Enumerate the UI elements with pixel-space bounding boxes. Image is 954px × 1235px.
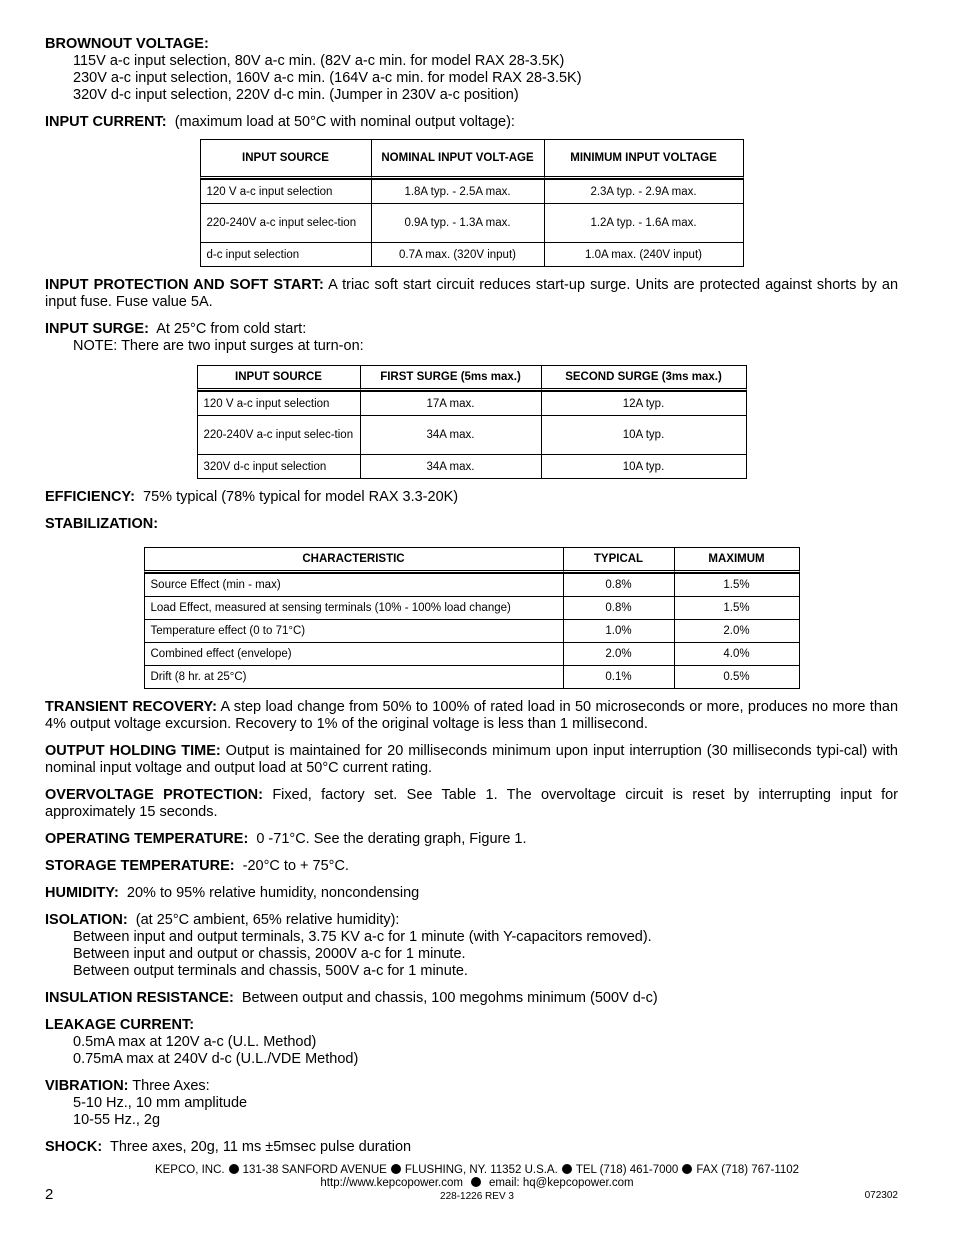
footer-doc-number: 228-1226 REV 3 <box>440 1191 514 1202</box>
table-row <box>200 203 744 242</box>
insulation-text: Between output and chassis, 100 megohms minimum (500V d-c) <box>241 990 658 1006</box>
table-header: INPUT SOURCE <box>200 139 371 179</box>
table-row <box>200 179 744 203</box>
input-surge-label: INPUT SURGE: <box>45 321 149 337</box>
brownout-line: 115V a-c input selection, 80V a-c min. (82V a-c min. for model RAX 28-3.5K) <box>73 53 565 69</box>
table-cell: 2.3A typ. - 2.9A max. <box>544 179 744 203</box>
humidity-text: 20% to 95% relative humidity, noncondensing <box>126 885 420 901</box>
table-row <box>144 573 800 596</box>
table-cell: 4.0% <box>674 642 800 665</box>
table-cell: 220-240V a-c input selec-tion <box>197 415 360 454</box>
table-cell: Temperature effect (0 to 71°C) <box>144 619 563 642</box>
table-row <box>200 242 744 267</box>
input-surge-note: NOTE: There are two input surges at turn-on: <box>73 338 364 354</box>
transient-label: TRANSIENT RECOVERY: <box>45 699 217 715</box>
table-row <box>144 642 800 665</box>
holding-label: OUTPUT HOLDING TIME: <box>45 743 221 759</box>
footer-date-code: 072302 <box>864 1190 898 1201</box>
table-cell: Drift (8 hr. at 25°C) <box>144 665 563 689</box>
bullet-icon <box>682 1164 692 1174</box>
footer-email-link[interactable]: email: hq@kepcopower.com <box>488 1177 634 1189</box>
input-current-label: INPUT CURRENT: <box>45 114 167 130</box>
table-row <box>144 665 800 689</box>
brownout-section <box>45 36 898 104</box>
table-row <box>144 619 800 642</box>
brownout-label: BROWNOUT VOLTAGE: <box>45 36 209 52</box>
isolation-section <box>45 912 898 980</box>
table-cell: 0.1% <box>563 665 674 689</box>
table-cell: 0.8% <box>563 573 674 596</box>
table-header: CHARACTERISTIC <box>144 547 563 573</box>
isolation-line: Between output terminals and chassis, 500V a-c for 1 minute. <box>73 963 468 979</box>
efficiency-section <box>45 489 898 506</box>
table-cell: Load Effect, measured at sensing terminals (10% - 100% load change) <box>144 596 563 619</box>
table-cell: 2.0% <box>563 642 674 665</box>
operating-temp-label: OPERATING TEMPERATURE: <box>45 831 249 847</box>
table-header: MINIMUM INPUT VOLTAGE <box>544 139 744 179</box>
table-cell: 2.0% <box>674 619 800 642</box>
bullet-icon <box>229 1164 239 1174</box>
transient-text: A step load change from 50% to 100% of rated load in 50 microseconds or more, produces no more than 4% output voltage excursion. Recovery to 1% of the original voltage is less than 1 millisecond. <box>45 699 899 732</box>
input-surge-table <box>197 365 747 479</box>
table-cell: 0.9A typ. - 1.3A max. <box>371 203 544 242</box>
holding-section <box>45 743 898 777</box>
input-surge-section <box>45 321 898 355</box>
insulation-label: INSULATION RESISTANCE: <box>45 990 234 1006</box>
footer-address: 131-38 SANFORD AVENUE <box>242 1164 387 1176</box>
stabilization-section <box>45 516 898 533</box>
input-surge-text: At 25°C from cold start: <box>156 321 307 337</box>
input-current-section <box>45 114 898 131</box>
table-cell: 17A max. <box>360 391 541 415</box>
operating-temp-text: 0 -71°C. See the derating graph, Figure 1. <box>256 831 527 847</box>
table-cell: 1.0% <box>563 619 674 642</box>
footer-website-link[interactable]: http://www.kepcopower.com <box>320 1177 463 1189</box>
isolation-label: ISOLATION: <box>45 912 128 928</box>
shock-section <box>45 1139 898 1156</box>
table-row <box>197 415 747 454</box>
table-cell: 34A max. <box>360 454 541 479</box>
footer-city: FLUSHING, NY. 11352 U.S.A. <box>404 1164 558 1176</box>
leakage-line: 0.5mA max at 120V a-c (U.L. Method) <box>73 1034 317 1050</box>
overvoltage-text: Fixed, factory set. See Table 1. The overvoltage circuit is reset by interrupting input for approximately 15 seconds. <box>45 787 899 820</box>
storage-temp-section <box>45 858 898 875</box>
table-header: MAXIMUM <box>674 547 800 573</box>
table-cell: 120 V a-c input selection <box>200 179 371 203</box>
bullet-icon <box>471 1177 481 1187</box>
efficiency-text: 75% typical (78% typical for model RAX 3.3-20K) <box>143 489 459 505</box>
table-header: TYPICAL <box>563 547 674 573</box>
transient-section <box>45 699 898 733</box>
table-cell: d-c input selection <box>200 242 371 267</box>
shock-label: SHOCK: <box>45 1139 103 1155</box>
table-cell: 1.5% <box>674 573 800 596</box>
page-number: 2 <box>45 1186 54 1203</box>
input-protection-label: INPUT PROTECTION AND SOFT START: <box>45 277 324 293</box>
table-cell: 10A typ. <box>541 454 747 479</box>
holding-text: Output is maintained for 20 milliseconds minimum upon input interruption (30 milliseconds typi-cal) with nominal input voltage and output load at 50°C current rating. <box>45 743 898 776</box>
table-cell: 0.7A max. (320V input) <box>371 242 544 267</box>
input-current-text: (maximum load at 50°C with nominal output voltage): <box>174 114 515 130</box>
brownout-line: 320V d-c input selection, 220V d-c min. (Jumper in 230V a-c position) <box>73 87 519 103</box>
table-row <box>144 596 800 619</box>
isolation-line: Between input and output or chassis, 2000V a-c for 1 minute. <box>73 946 466 962</box>
isolation-line: Between input and output terminals, 3.75 KV a-c for 1 minute (with Y-capacitors removed). <box>73 929 652 945</box>
table-header: FIRST SURGE (5ms max.) <box>360 365 541 391</box>
overvoltage-label: OVERVOLTAGE PROTECTION: <box>45 787 263 803</box>
footer-tel: TEL (718) 461-7000 <box>575 1164 679 1176</box>
stabilization-label: STABILIZATION: <box>45 516 159 532</box>
vibration-text: Three Axes: <box>132 1078 210 1094</box>
table-header-row <box>197 365 747 391</box>
leakage-label: LEAKAGE CURRENT: <box>45 1017 195 1033</box>
table-header-row <box>144 547 800 573</box>
input-current-table <box>200 139 744 267</box>
vibration-line: 10-55 Hz., 2g <box>73 1112 161 1128</box>
footer-web-line <box>0 1177 954 1190</box>
table-cell: 120 V a-c input selection <box>197 391 360 415</box>
table-cell: Combined effect (envelope) <box>144 642 563 665</box>
footer-address-line <box>0 1164 954 1177</box>
table-row <box>197 454 747 479</box>
vibration-line: 5-10 Hz., 10 mm amplitude <box>73 1095 248 1111</box>
efficiency-label: EFFICIENCY: <box>45 489 135 505</box>
table-header: SECOND SURGE (3ms max.) <box>541 365 747 391</box>
table-cell: 320V d-c input selection <box>197 454 360 479</box>
table-header-row <box>200 139 744 179</box>
table-cell: 1.2A typ. - 1.6A max. <box>544 203 744 242</box>
leakage-line: 0.75mA max at 240V d-c (U.L./VDE Method) <box>73 1051 359 1067</box>
bullet-icon <box>391 1164 401 1174</box>
vibration-section <box>45 1078 898 1129</box>
shock-text: Three axes, 20g, 11 ms ±5msec pulse duration <box>110 1139 412 1155</box>
table-row <box>197 391 747 415</box>
table-cell: 34A max. <box>360 415 541 454</box>
table-cell: 12A typ. <box>541 391 747 415</box>
input-protection-section <box>45 277 898 311</box>
footer-fax: FAX (718) 767-1102 <box>696 1164 800 1176</box>
input-protection-text: A triac soft start circuit reduces start-up surge. Units are protected against shorts by an input fuse. Fuse value 5A. <box>45 277 899 310</box>
brownout-line: 230V a-c input selection, 160V a-c min. (164V a-c min. for model RAX 28-3.5K) <box>73 70 582 86</box>
table-cell: 0.5% <box>674 665 800 689</box>
operating-temp-section <box>45 831 898 848</box>
table-cell: 1.0A max. (240V input) <box>544 242 744 267</box>
insulation-section <box>45 990 898 1007</box>
leakage-section <box>45 1017 898 1068</box>
table-header: NOMINAL INPUT VOLT-AGE <box>371 139 544 179</box>
storage-temp-text: -20°C to + 75°C. <box>242 858 349 874</box>
humidity-label: HUMIDITY: <box>45 885 119 901</box>
table-cell: 10A typ. <box>541 415 747 454</box>
table-cell: 1.5% <box>674 596 800 619</box>
footer-company: KEPCO, INC. <box>154 1164 225 1176</box>
table-header: INPUT SOURCE <box>197 365 360 391</box>
table-cell: 220-240V a-c input selec-tion <box>200 203 371 242</box>
bullet-icon <box>562 1164 572 1174</box>
humidity-section <box>45 885 898 902</box>
stabilization-table <box>144 547 800 689</box>
storage-temp-label: STORAGE TEMPERATURE: <box>45 858 235 874</box>
table-cell: 0.8% <box>563 596 674 619</box>
overvoltage-section <box>45 787 898 821</box>
table-cell: Source Effect (min - max) <box>144 573 563 596</box>
spec-page <box>45 36 898 1166</box>
isolation-text: (at 25°C ambient, 65% relative humidity): <box>135 912 400 928</box>
table-cell: 1.8A typ. - 2.5A max. <box>371 179 544 203</box>
vibration-label: VIBRATION: <box>45 1078 129 1094</box>
